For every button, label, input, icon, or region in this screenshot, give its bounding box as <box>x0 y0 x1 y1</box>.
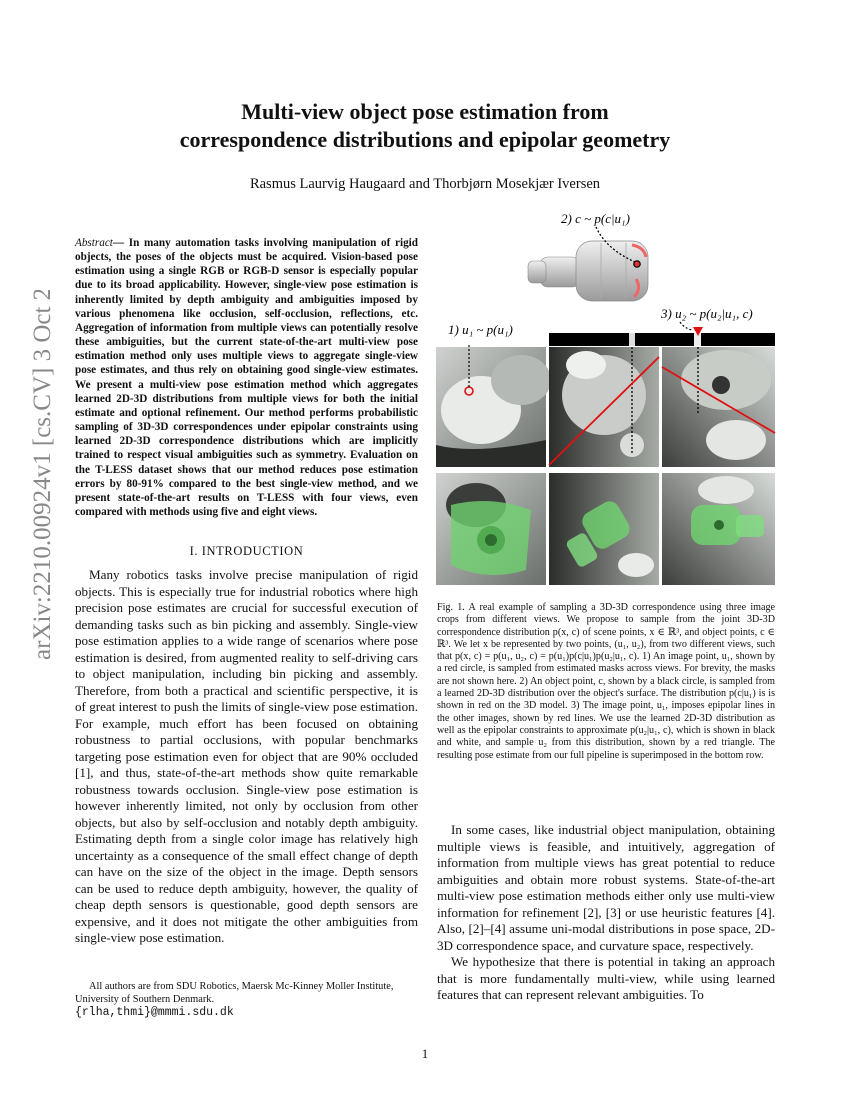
image-crop-top-3 <box>662 347 775 467</box>
figure-caption: Fig. 1. A real example of sampling a 3D-3D correspondence using three image crops from different views. We propose to sample from the joint 3D-3D correspondence distribution p(x, c) of scene points, x ∈ ℝ³, and object points, c ∈ ℝ³. We let x be represented by two points, (u₁, u₂), from two different views, such that p(x, c) = p(u₁, u₂, c) = p(u₁)p(c|u₁)p(u₂|u₁, c). 1) An image point, u₁, shown by a red circle, is sampled from estimated masks across views. For brevity, the masks are not shown here. 2) An object point, c, shown by a black circle, is sampled from a learned 2D-3D distribution over the object's surface. The distribution p(c|u₁) is is shown in red on the 3D model. 3) The image point, u₁, imposes epipolar lines in the other images, shown by red lines. We use the learned 2D-3D distribution as well as the epipolar constraints to approximate p(u₂|u₁, c), which is shown in black and white, and sample u₂ from this distribution, shown by a red triangle. The resulting pose estimate from our full pipeline is superimposed in the bottom row. <box>437 602 775 761</box>
footnote-email: {rlha,thmi}@mmmi.sdu.dk <box>75 1006 234 1019</box>
pose-overlay-1 <box>436 473 546 585</box>
col2-paragraph-1: In some cases, like industrial object manipulation, obtaining multiple views is feasible, and intuitively, aggregation of information from multiple views has great potential to reduce ambiguities and obtain more robust systems. State-of-the-art multi-view pose estimation methods either only use multi-view information for refinement [2], [3] or use heuristic features [4]. Also, [2]–[4] assume uni-modal distributions in pose space, 2D-3D correspondence space, and curvature space, respectively. <box>437 822 775 953</box>
figure-label-1: 1) u₁ ~ p(u₁) <box>448 322 513 337</box>
object-3d-model <box>528 227 648 301</box>
section-heading: I. INTRODUCTION <box>189 544 304 558</box>
figure-label-3: 3) u₂ ~ p(u₂|u₁, c) <box>661 306 753 321</box>
arxiv-stamp-text: arXiv:2210.00924v1 [cs.CV] 3 Oct 2022 <box>29 290 56 660</box>
figure-label-2: 2) c ~ p(c|u₁) <box>561 211 630 226</box>
abstract-label: Abstract <box>75 237 113 249</box>
abstract <box>75 236 418 519</box>
image-crop-top-1 <box>436 345 551 467</box>
abstract-text: — In many automation tasks involving manipulation of rigid objects, the poses of the objects must be acquired. Vision-based pose estimation using a single RGB or RGB-D sensor is especially popular due to its broad applicability. However, single-view pose estimation is inherently limited by depth ambiguity and ambiguities imposed by various phenomena like occlusion, self-occlusion, reflections, etc. Aggregation of information from multiple views can potentially resolve these ambiguities, but the current state-of-the-art multi-view pose estimation method only uses multiple views to aggregate single-view pose estimates, and thus rely on obtaining good single-view estimates. We present a multi-view pose estimation method which aggregates learned 2D-3D distributions from multiple views for both the initial estimate and optional refinement. Our method performs probabilistic sampling of 3D-3D correspondences under epipolar constraints using learned 2D-3D correspondence distributions which are implicitly trained to respect visual ambiguities such as symmetry. Evaluation on the T-LESS dataset shows that our method reduces pose estimation errors by 80-91% compared to the best single-view method, and we present state-of-the-art results on T-LESS with four views, even compared with methods using five and eight views. <box>75 237 418 518</box>
intro-text <box>75 567 418 947</box>
pose-overlay-2 <box>549 473 659 585</box>
title-line-1: Multi-view object pose estimation from <box>241 99 609 124</box>
paper-title <box>100 98 750 154</box>
authors: Rasmus Laurvig Haugaard and Thorbjørn Mosekjær Iversen <box>249 176 601 192</box>
intro-paragraph: Many robotics tasks involve precise manipulation of rigid objects. This is especially true for industrial robotics where high precision pose estimates are crucial for successful execution of demanding tasks such as bin picking and assembly. Single-view pose estimation applies to a wide range of scenarios where pose estimation is desired, from augmented reality to self-driving cars to object manipulation, including bin picking and assembly. Therefore, from both a practical and scientific perspective, it is of great interest to push the limits of single-view pose estimation. For example, much effort has been focused on obtaining robustness to partial occlusions, with popular benchmarks targeting pose estimation even for object that are 90% occluded [1], and thus, state-of-the-art methods show quite remarkable robustness towards occlusion. Single-view pose estimation is however inherently limited, not only by occlusion from other objects, but also by self-occlusion and notably depth ambiguity. Estimating depth from a single color image has relatively high uncertainty as a consequence of the small effect change of depth can have on the size of the object in the image. Depth sensors can be used to reduce depth ambiguity, however, the quality of cheap depth sensors is questionable, good depth sensors are expensive, and it does not mitigate the other ambiguities from single-view pose estimation. <box>75 567 418 945</box>
title-line-2: correspondence distributions and epipolar geometry <box>179 127 671 152</box>
figure-1 <box>436 205 776 595</box>
distribution-bar <box>549 333 775 346</box>
footnote-affiliation: All authors are from SDU Robotics, Maersk Mc-Kinney Moller Institute, University of Southern Denmark. <box>75 981 394 1005</box>
pose-overlay-3 <box>662 473 775 585</box>
footnote <box>75 980 418 1019</box>
col2-paragraph-2: We hypothesize that there is potential in taking an approach that is more fundamentally multi-view, while using learned features that can represent relevant ambiguities. To <box>437 954 775 1002</box>
column-2-text <box>437 822 775 1004</box>
page-number: 1 <box>421 1046 429 1061</box>
arxiv-stamp <box>6 290 66 670</box>
